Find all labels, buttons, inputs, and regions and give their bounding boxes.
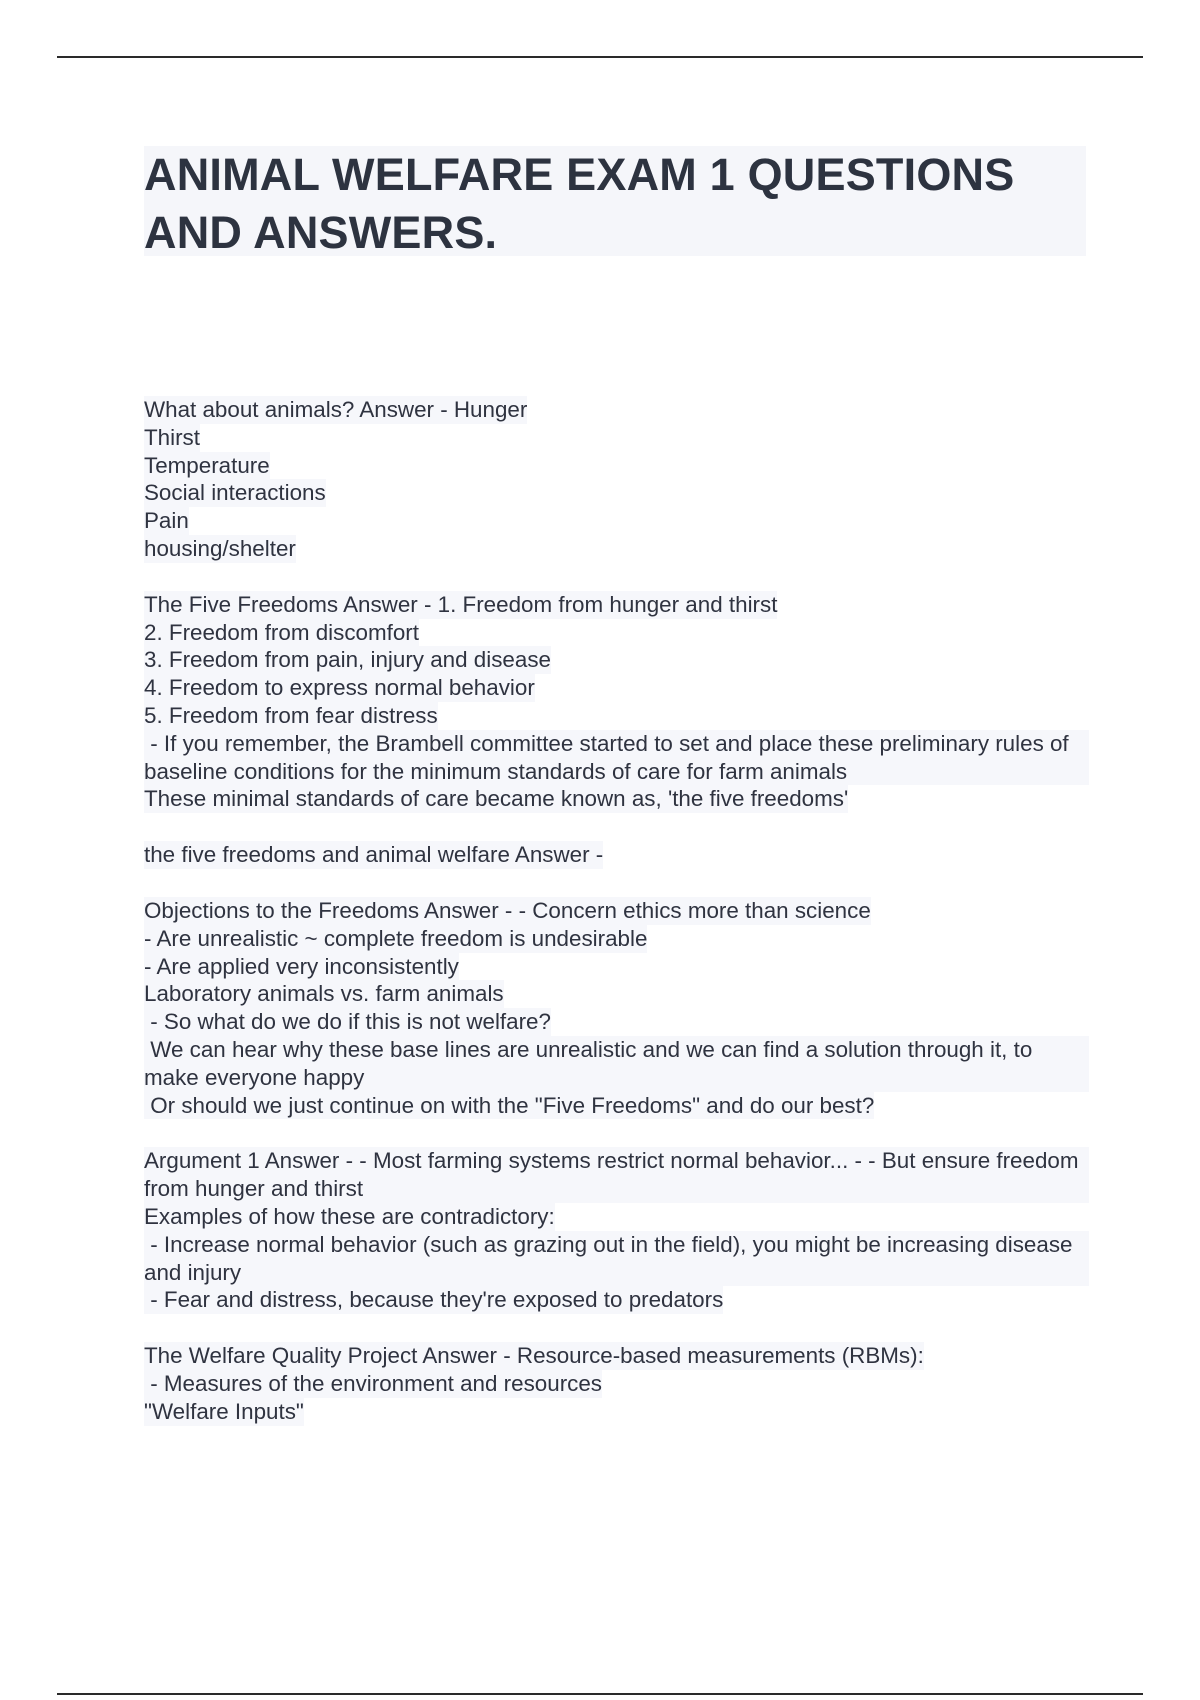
footer-rule (57, 1693, 1143, 1695)
title-block (144, 146, 1086, 256)
text-line: - Fear and distress, because they're exposed to predators (144, 1287, 724, 1313)
text-line: "Welfare Inputs" (144, 1398, 304, 1424)
text-line: Laboratory animals vs. farm animals (144, 981, 504, 1007)
text-line: housing/shelter (144, 535, 296, 561)
text-line: Objections to the Freedoms Answer - - Concern ethics more than science (144, 897, 871, 923)
text-line: Social interactions (144, 480, 326, 506)
page-title: ANIMAL WELFARE EXAM 1 QUESTIONS AND ANSWERS. (144, 149, 1015, 258)
text-line: The Welfare Quality Project Answer - Resource-based measurements (RBMs): (144, 1343, 924, 1369)
text-line: 5. Freedom from fear distress (144, 702, 438, 728)
header-rule (57, 56, 1143, 58)
text-line: Temperature (144, 452, 270, 478)
text-line: the five freedoms and animal welfare Answer - (144, 842, 604, 868)
qa-item (144, 1147, 1104, 1314)
text-line: Thirst (144, 424, 200, 450)
text-line: Examples of how these are contradictory: (144, 1203, 555, 1229)
qa-item (144, 897, 1104, 1119)
text-line: 4. Freedom to express normal behavior (144, 675, 535, 701)
text-line: The Five Freedoms Answer - 1. Freedom from hunger and thirst (144, 591, 778, 617)
document-body (144, 396, 1104, 1454)
text-line: 3. Freedom from pain, injury and disease (144, 647, 551, 673)
qa-item (144, 841, 1104, 869)
text-line: - If you remember, the Brambell committee started to set and place these preliminary rules of baseline conditions for the minimum standards of care for farm animals (144, 730, 1089, 786)
text-line: - Are applied very inconsistently (144, 953, 459, 979)
text-line: Pain (144, 508, 189, 534)
qa-item (144, 1342, 1104, 1425)
text-line: Argument 1 Answer - - Most farming systems restrict normal behavior... - - But ensure freedom from hunger and thirst (144, 1147, 1089, 1203)
qa-item (144, 591, 1104, 813)
qa-item (144, 396, 1104, 563)
text-line: - Measures of the environment and resources (144, 1370, 602, 1396)
text-line: What about animals? Answer - Hunger (144, 397, 528, 422)
text-line: Or should we just continue on with the "Five Freedoms" and do our best? (144, 1092, 875, 1118)
text-line: - Increase normal behavior (such as grazing out in the field), you might be increasing disease and injury (144, 1231, 1089, 1287)
text-line: 2. Freedom from discomfort (144, 619, 419, 645)
text-line: - Are unrealistic ~ complete freedom is undesirable (144, 925, 648, 951)
text-line: - So what do we do if this is not welfare? (144, 1009, 551, 1035)
text-line: We can hear why these base lines are unrealistic and we can find a solution through it, to make everyone happy (144, 1036, 1089, 1092)
text-line: These minimal standards of care became known as, 'the five freedoms' (144, 786, 849, 812)
